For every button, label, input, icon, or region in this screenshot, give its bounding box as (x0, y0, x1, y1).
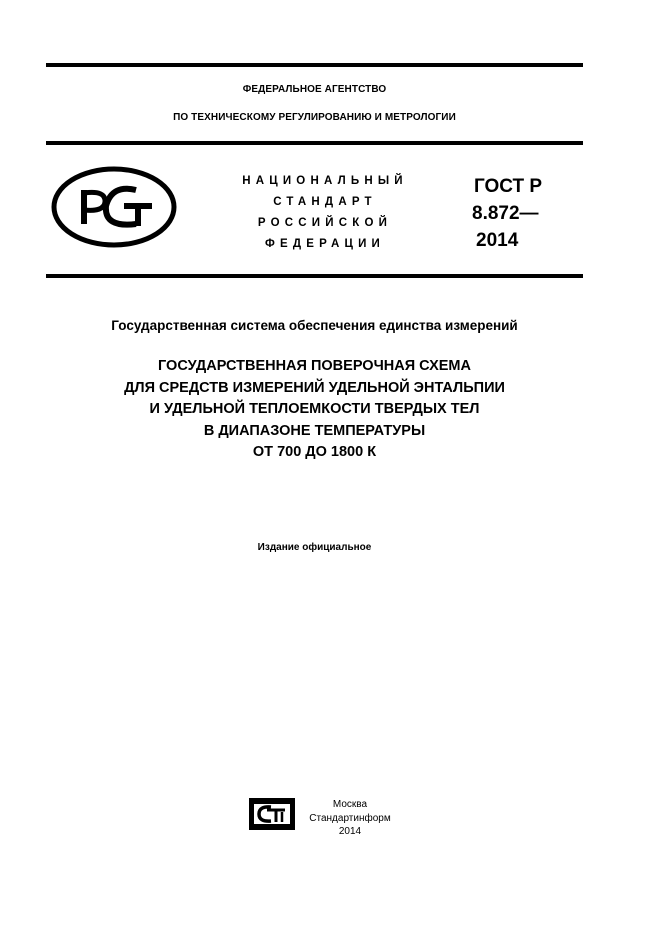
title-line: ОТ 700 ДО 1800 К (252, 444, 377, 460)
gost-designation (474, 173, 542, 254)
publisher-name: Стандартинформ (309, 812, 391, 824)
title-line: ДЛЯ СРЕДСТВ ИЗМЕРЕНИЙ УДЕЛЬНОЙ ЭНТАЛЬПИИ (124, 379, 505, 396)
top-rule (46, 63, 583, 67)
agency-line-2: ПО ТЕХНИЧЕСКОМУ РЕГУЛИРОВАНИЮ И МЕТРОЛОГИИ (173, 112, 456, 123)
title-line: В ДИАПАЗОНЕ ТЕМПЕРАТУРЫ (203, 422, 426, 439)
national-line: ФЕДЕРАЦИИ (264, 238, 386, 250)
publisher-year: 2014 (338, 826, 362, 837)
standartinform-logo-icon (249, 798, 295, 830)
publisher-block (300, 798, 400, 839)
gost-r-logo-icon (50, 166, 178, 248)
designation-line: ГОСТ Р (474, 176, 543, 197)
title-line: И УДЕЛЬНОЙ ТЕПЛОЕМКОСТИ ТВЕРДЫХ ТЕЛ (149, 401, 480, 417)
national-line: СТАНДАРТ (273, 196, 377, 208)
title-line: ГОСУДАРСТВЕННАЯ ПОВЕРОЧНАЯ СХЕМА (158, 358, 471, 374)
designation-line: 2014 (476, 230, 519, 251)
header-rule (46, 141, 583, 145)
publisher-city: Москва (332, 799, 368, 810)
document-title (46, 356, 583, 464)
national-line: РОССИЙСКОЙ (257, 217, 393, 229)
national-line: НАЦИОНАЛЬНЫЙ (242, 175, 408, 187)
edition-note: Издание официальное (257, 542, 372, 553)
national-standard-block (215, 171, 435, 255)
agency-line-1: ФЕДЕРАЛЬНОЕ АГЕНТСТВО (242, 84, 387, 95)
designation-line: 8.872— (472, 203, 539, 224)
series-title: Государственная система обеспечения единства измерений (111, 318, 518, 333)
block-rule (46, 274, 583, 278)
